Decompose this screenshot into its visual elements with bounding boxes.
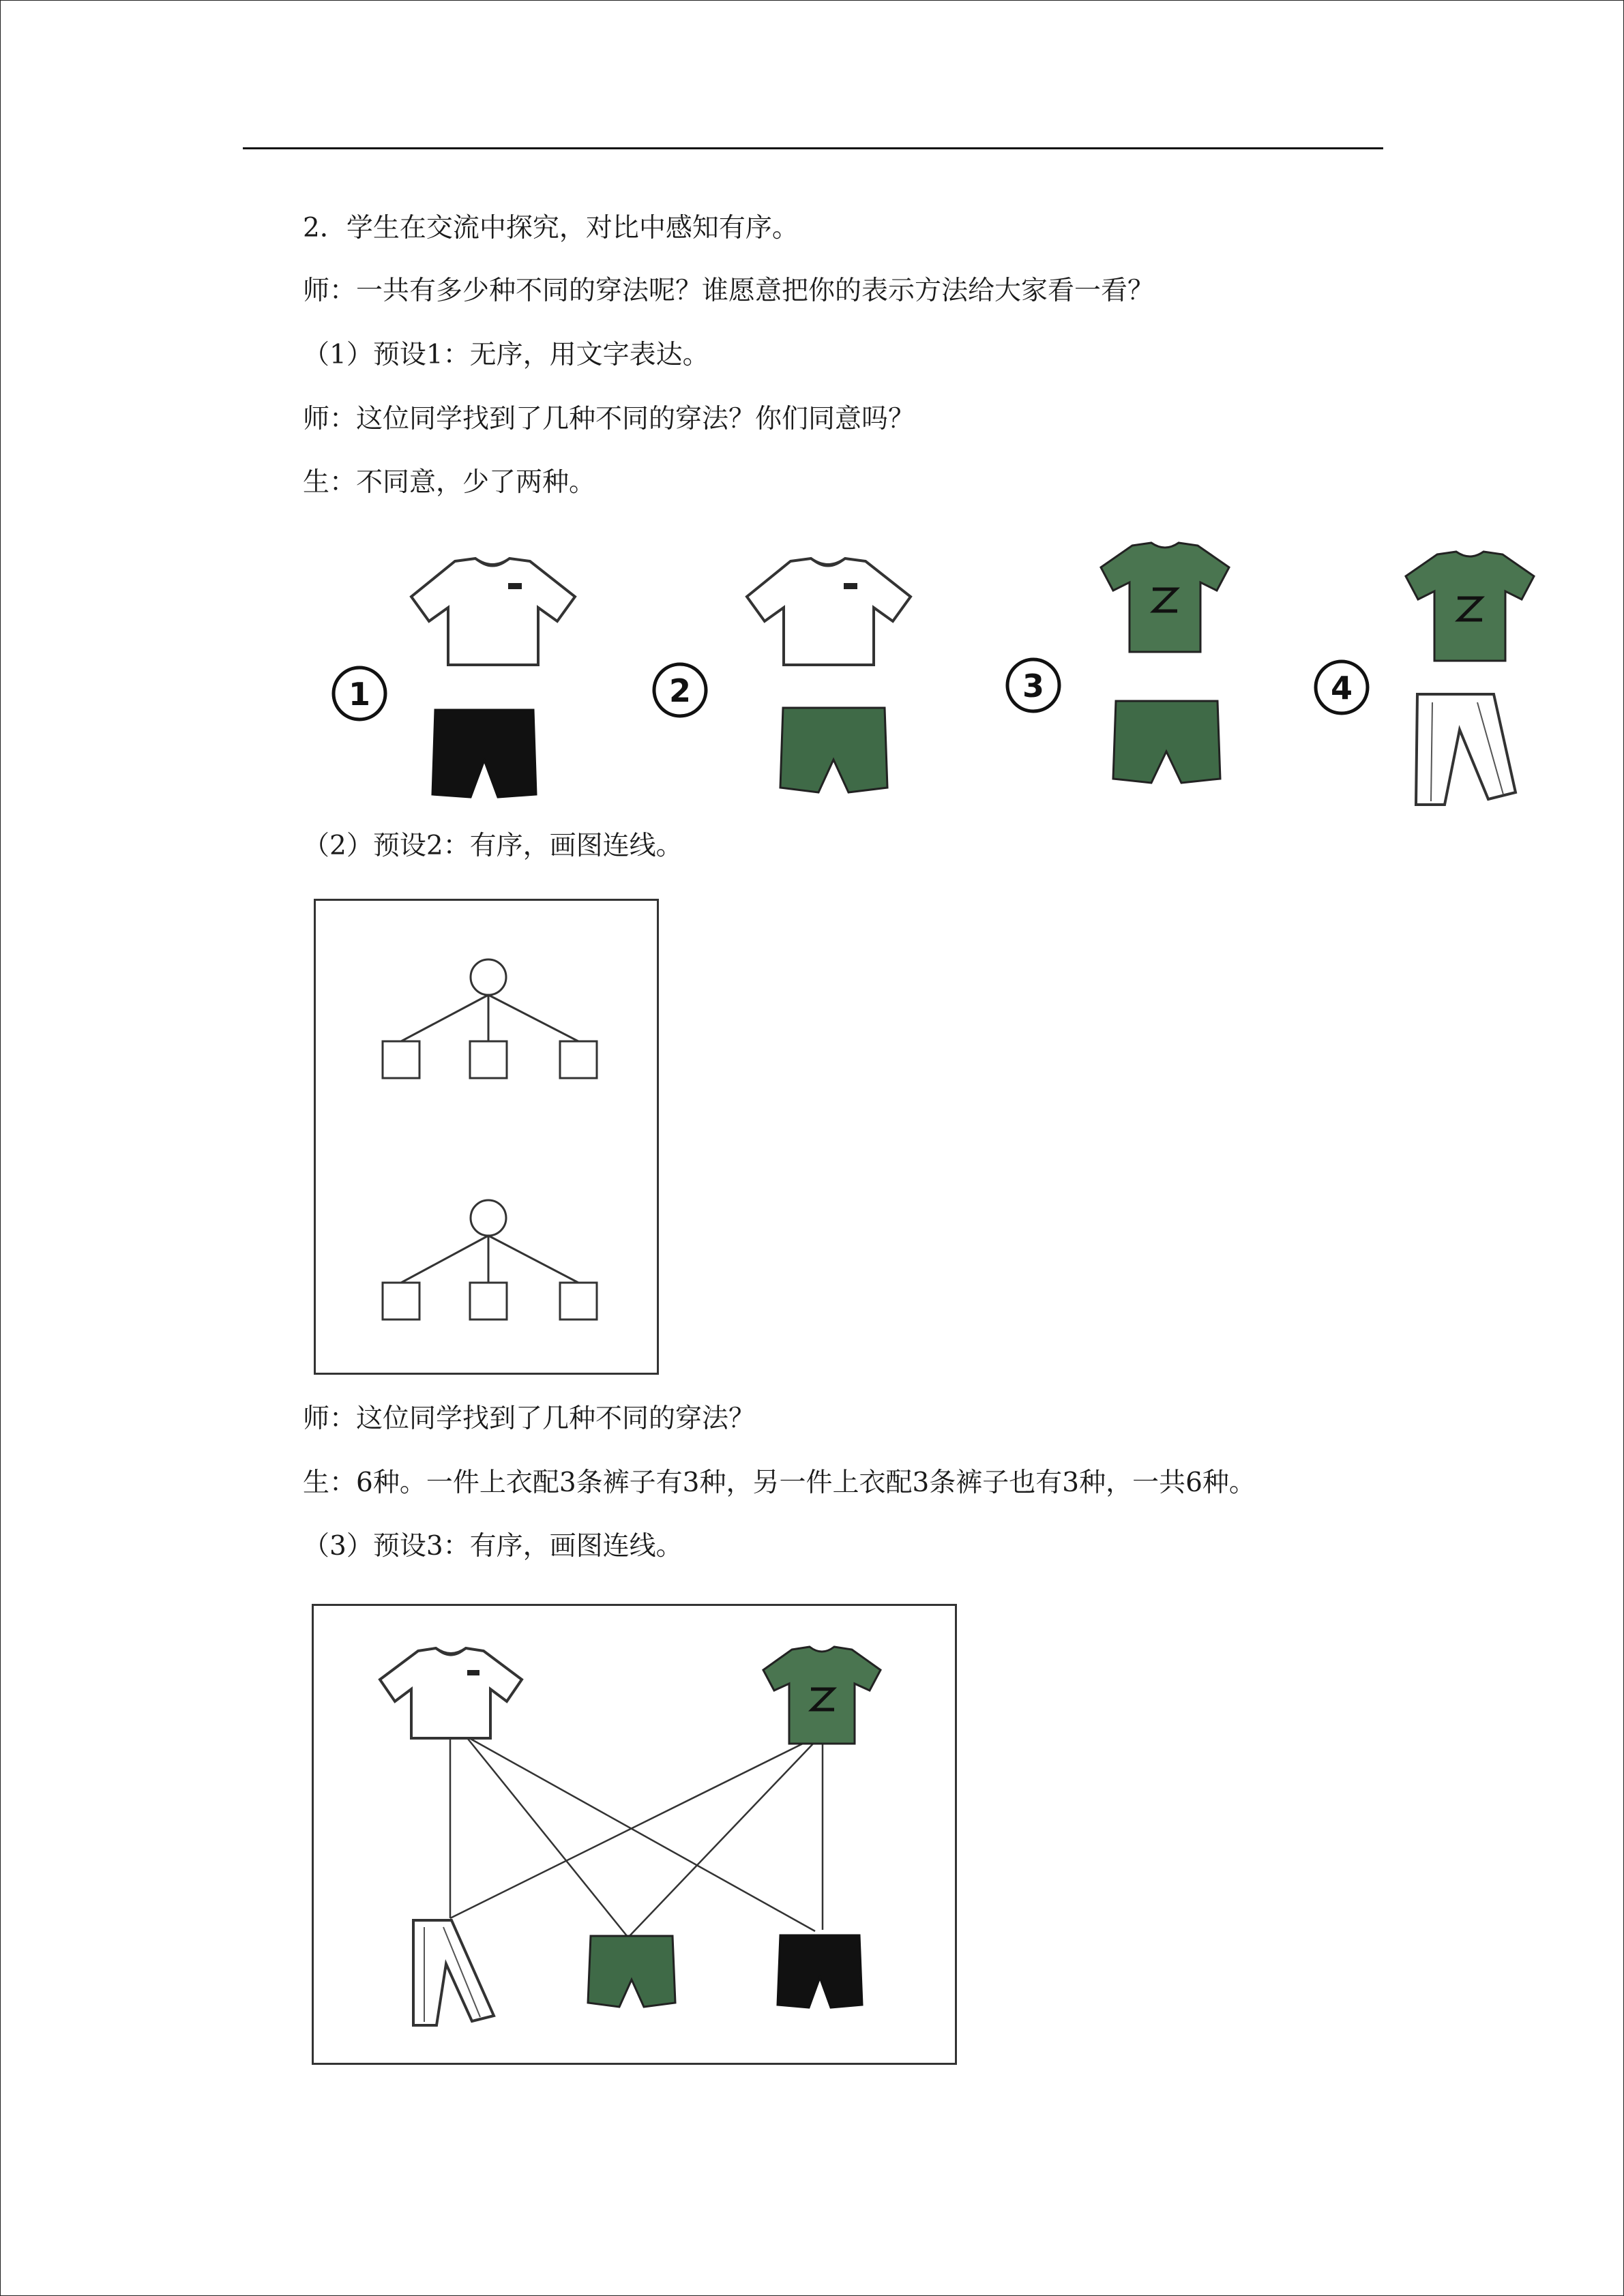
teacher-question-2: 师：这位同学找到了几种不同的穿法？你们同意吗？ (303, 404, 915, 434)
white-tshirt-icon (380, 1648, 522, 1738)
green-shorts-icon (1110, 696, 1223, 788)
header-rule (243, 147, 1383, 149)
teacher-question-3: 师：这位同学找到了几种不同的穿法？ (303, 1403, 756, 1434)
white-trousers-icon (1412, 689, 1521, 808)
outfit-number-1-badge (329, 663, 390, 724)
outfit-number-4-badge (1311, 657, 1372, 718)
green-shorts-icon (778, 702, 890, 798)
black-shorts-icon (778, 1935, 862, 2008)
outfit-number-2: 2 (668, 672, 692, 709)
top-node-circle (471, 1200, 506, 1236)
outfit-number-1: 1 (348, 676, 371, 713)
student-answer-1: 生：不同意，少了两种。 (303, 467, 596, 498)
bottom-node-square (383, 1283, 419, 1320)
preset-3-label: （3）预设3：有序，画图连线。 (303, 1531, 683, 1562)
connection-diagram-box (312, 1604, 957, 2065)
bottom-node-square (560, 1283, 597, 1320)
preset-2-label: （2）预设2：有序，画图连线。 (303, 831, 683, 861)
green-tshirt-icon (763, 1647, 881, 1744)
teacher-question: 师：一共有多少种不同的穿法呢？谁愿意把你的表示方法给大家看一看？ (303, 275, 1155, 306)
green-tshirt-icon (1097, 540, 1233, 656)
tree-diagram-box (314, 899, 659, 1375)
white-trousers-icon (413, 1920, 494, 2025)
preset-1-label: （1）预设1：无序，用文字表达。 (303, 340, 709, 370)
outfit-number-2-badge (649, 659, 711, 721)
section-heading: 2．学生在交流中探究，对比中感知有序。 (303, 213, 799, 243)
tree-diagram (316, 901, 657, 1373)
outfit-number-4: 4 (1330, 670, 1353, 706)
green-tshirt-icon (1402, 549, 1538, 665)
connection-diagram (314, 1606, 955, 2063)
connection-lines (450, 1739, 823, 1937)
bottom-node-square (470, 1041, 507, 1078)
outfit-number-3-badge (1003, 655, 1064, 716)
green-shorts-icon (588, 1936, 675, 2007)
bottom-node-square (470, 1283, 507, 1320)
white-tshirt-icon (741, 556, 915, 668)
black-shorts-icon (430, 706, 539, 801)
tree-group-top (383, 959, 597, 1078)
outfit-number-3: 3 (1022, 668, 1045, 704)
tree-group-bottom (383, 1200, 597, 1320)
bottom-node-square (383, 1041, 419, 1078)
white-tshirt-icon (406, 556, 580, 668)
bottom-node-square (560, 1041, 597, 1078)
student-answer-2: 生：6种。一件上衣配3条裤子有3种，另一件上衣配3条裤子也有3种，一共6种。 (303, 1467, 1256, 1498)
top-node-circle (471, 959, 506, 995)
